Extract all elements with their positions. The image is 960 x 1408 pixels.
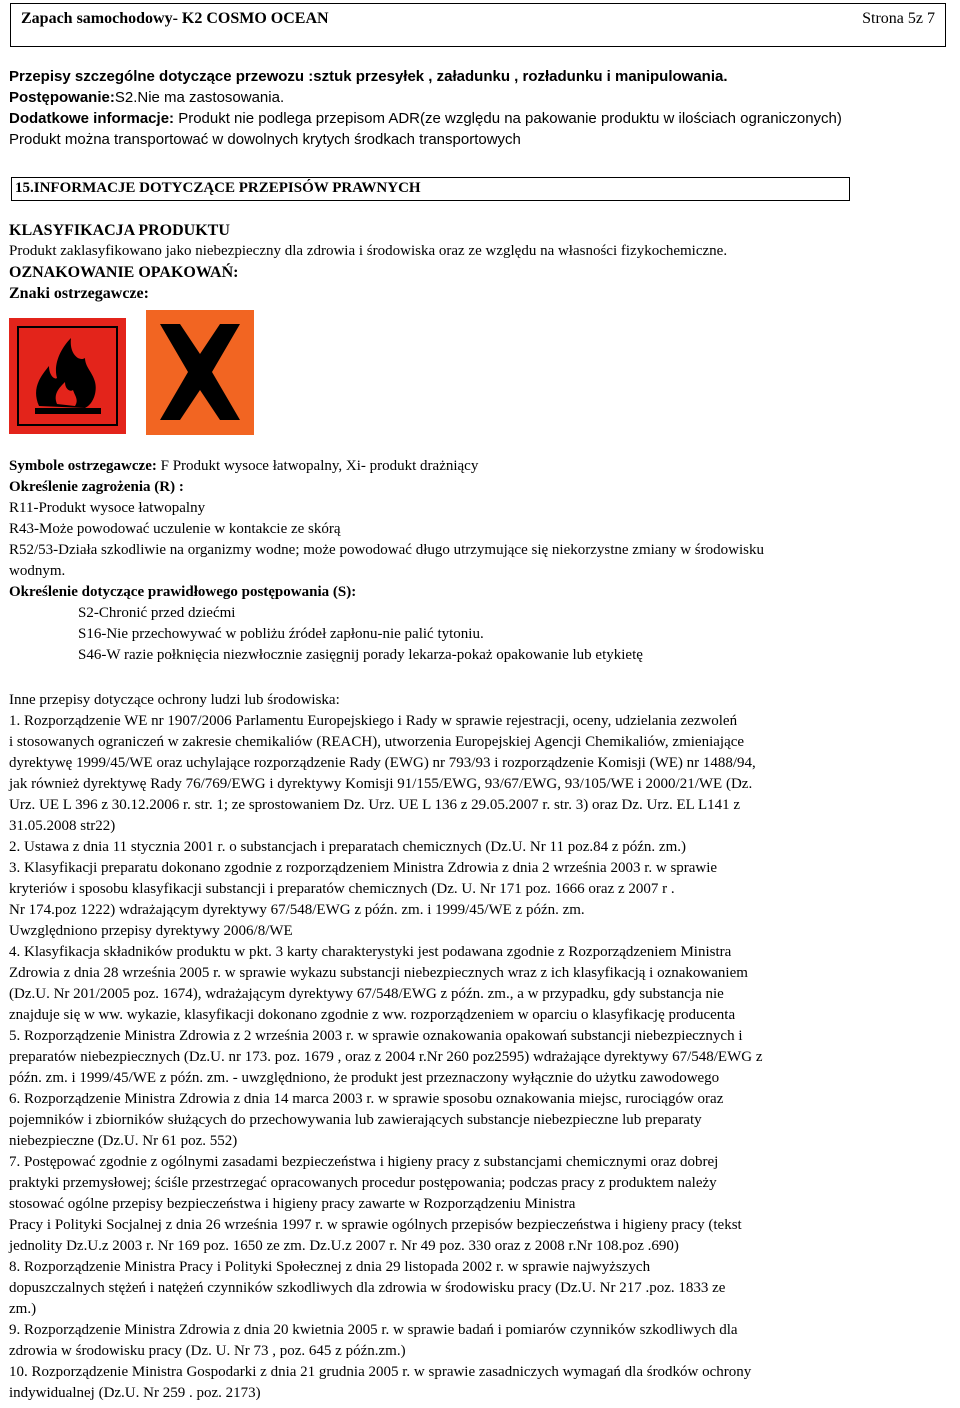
regulation-line: 1. Rozporządzenie WE nr 1907/2006 Parlamentu Europejskiego i Rady w sprawie rejestracji, oceny, udzielania zezwoleń xyxy=(9,713,738,729)
regulation-line: 10. Rozporządzenie Ministra Gospodarki z dnia 21 grudnia 2005 r. w sprawie zasadniczych wymagań dla środków ochrony xyxy=(9,1364,752,1380)
regulation-line: zdrowia w środowisku pracy (Dz. U. Nr 73 , poz. 645 z późn.zm.) xyxy=(9,1343,406,1359)
labelling-heading: OZNAKOWANIE OPAKOWAŃ: xyxy=(9,264,239,281)
regulation-line: dyrektywę 1999/45/WE oraz uchylające rozporządzenie Rady (EWG) nr 793/93 i rozporządzenie Komisji (WE) nr 1488/94, xyxy=(9,755,756,771)
safety-phrases-label: Określenie dotyczące prawidłowego postępowania (S): xyxy=(9,584,357,600)
transport-line: Przepisy szczególne dotyczące przewozu :sztuk przesyłek , załadunku , rozładunku i manipulowania. xyxy=(9,68,728,85)
section-15-heading: 15.INFORMACJE DOTYCZĄCE PRZEPISÓW PRAWNYCH xyxy=(11,177,850,201)
page-number: Strona 5z 7 xyxy=(862,10,935,27)
regulation-line: dopuszczalnych stężeń i natężeń czynników szkodliwych dla zdrowia w środowisku pracy (Dz.U. Nr 217 .poz. 1833 ze xyxy=(9,1280,726,1296)
document-title: Zapach samochodowy- K2 COSMO OCEAN xyxy=(21,10,329,27)
regulation-line: Pracy i Polityki Socjalnej z dnia 26 września 1997 r. w sprawie ogólnych przepisów bezpieczeństwa i higieny pracy (tekst xyxy=(9,1217,742,1233)
regulation-line: Nr 174.poz 1222) wdrażającym dyrektywy 67/548/EWG z późn. zm. i 1999/45/WE z późn. zm. xyxy=(9,902,585,918)
safety-phrase: S16-Nie przechowywać w pobliżu źródeł zapłonu-nie palić tytoniu. xyxy=(78,626,484,642)
risk-phrase: wodnym. xyxy=(9,563,66,579)
regulation-line: 6. Rozporządzenie Ministra Zdrowia z dnia 14 marca 2003 r. w sprawie sposobu oznakowania miejsc, rurociągów oraz xyxy=(9,1091,724,1107)
regulation-line: 7. Postępować zgodnie z ogólnymi zasadami bezpieczeństwa i higieny pracy z substancjami chemicznymi oraz dobrej xyxy=(9,1154,719,1170)
classification-section xyxy=(9,220,946,304)
regulation-line: jak również dyrektywę Rady 76/769/EWG i dyrektywy Komisji 91/155/EWG, 93/67/EWG, 93/105/WE i 2000/21/WE (Dz. xyxy=(9,776,753,792)
other-regulations-list xyxy=(9,711,946,1404)
regulation-line: 9. Rozporządzenie Ministra Zdrowia z dnia 20 kwietnia 2005 r. w sprawie badań i pomiarów czynników szkodliwych dla xyxy=(9,1322,738,1338)
risk-phrase: R43-Może powodować uczulenie w kontakcie ze skórą xyxy=(9,521,341,537)
transport-line: Dodatkowe informacje: Produkt nie podlega przepisom ADR(ze względu na pakowanie produktu w ilościach ograniczonych) xyxy=(9,110,842,127)
transport-line: Postępowanie:S2.Nie ma zastosowania. xyxy=(9,89,285,106)
regulation-line: Uwzględniono przepisy dyrektywy 2006/8/WE xyxy=(9,923,293,939)
regulation-line: zm.) xyxy=(9,1301,37,1317)
symbols-section xyxy=(9,456,946,666)
classification-text: Produkt zaklasyfikowano jako niebezpieczny dla zdrowia i środowiska oraz ze względu na własności fizykochemiczne. xyxy=(9,243,728,259)
regulation-line: kryteriów i sposobu klasyfikacji substancji i preparatów chemicznych (Dz. U. Nr 171 poz. 1666 oraz z 2007 r . xyxy=(9,881,675,897)
regulation-line: niebezpieczne (Dz.U. Nr 61 poz. 552) xyxy=(9,1133,238,1149)
regulation-line: 3. Klasyfikacji preparatu dokonano zgodnie z rozporządzeniem Ministra Zdrowia z dnia 2 września 2003 r. w sprawie xyxy=(9,860,718,876)
regulation-line: 5. Rozporządzenie Ministra Zdrowia z 2 września 2003 r. w sprawie oznakowania opakowań substancji niebezpiecznych i xyxy=(9,1028,743,1044)
regulation-line: i stosowanych ograniczeń w zakresie chemikaliów (REACH), utworzenia Europejskiej Agencji Chemikaliów, zmieniające xyxy=(9,734,745,750)
safety-phrase: S2-Chronić przed dziećmi xyxy=(78,605,236,621)
warning-signs-label: Znaki ostrzegawcze: xyxy=(9,285,149,302)
transport-section xyxy=(9,66,946,150)
risk-phrase: R11-Produkt wysoce łatwopalny xyxy=(9,500,206,516)
risk-phrases-label: Określenie zagrożenia (R) : xyxy=(9,479,184,495)
classification-heading: KLASYFIKACJA PRODUKTU xyxy=(9,222,230,239)
page-header xyxy=(10,3,946,47)
regulation-line: Urz. UE L 396 z 30.12.2006 r. str. 1; ze sprostowaniem Dz. Urz. UE L 136 z 29.05.2007 r. str. 3) oraz Dz. Urz. EL L141 z xyxy=(9,797,741,813)
flame-hazard-icon xyxy=(9,318,126,434)
safety-phrase: S46-W razie połknięcia niezwłocznie zasięgnij porady lekarza-pokaż opakowanie lub etykietę xyxy=(78,647,643,663)
regulation-line: 8. Rozporządzenie Ministra Pracy i Polityki Społecznej z dnia 29 listopada 2002 r. w sprawie najwyższych xyxy=(9,1259,651,1275)
regulation-line: znajduje się w ww. wykazie, klasyfikacji dokonano zgodnie z ww. rozporządzeniem w oparciu o klasyfikację producenta xyxy=(9,1007,736,1023)
other-regulations-heading: Inne przepisy dotyczące ochrony ludzi lub środowiska: xyxy=(9,692,340,708)
regulation-line: preparatów niebezpiecznych (Dz.U. nr 173. poz. 1679 , oraz z 2004 r.Nr 260 poz2595) wdrażające dyrektywy 67/548/EWG z xyxy=(9,1049,763,1065)
symbols-line: Symbole ostrzegawcze: F Produkt wysoce łatwopalny, Xi- produkt drażniący xyxy=(9,458,479,474)
regulation-line: 2. Ustawa z dnia 11 stycznia 2001 r. o substancjach i preparatach chemicznych (Dz.U. Nr 11 poz.84 z późn. zm.) xyxy=(9,839,686,855)
regulation-line: indywidualnej (Dz.U. Nr 259 . poz. 2173) xyxy=(9,1385,261,1401)
regulation-line: stosować ogólne przepisy bezpieczeństwa i higieny pracy zawarte w Rozporządzeniu Ministra xyxy=(9,1196,576,1212)
regulation-line: późn. zm. i 1999/45/WE z późn. zm. - uwzględniono, że produkt jest przeznaczony wyłącznie do użytku zawodowego xyxy=(9,1070,720,1086)
regulation-line: pojemników i zbiorników służących do przechowywania lub zawierających substancje niebezpieczne lub preparaty xyxy=(9,1112,702,1128)
regulation-line: 4. Klasyfikacja składników produktu w pkt. 3 karty charakterystyki jest podawana zgodnie z Rozporządzeniem Ministra xyxy=(9,944,732,960)
x-cross-hazard-icon xyxy=(146,310,254,435)
other-regulations-section xyxy=(9,690,946,1404)
regulation-line: 31.05.2008 str22) xyxy=(9,818,116,834)
regulation-line: (Dz.U. Nr 201/2005 poz. 1674), wdrażającym dyrektywy 67/548/EWG z późn. zm., a w przypadku, gdy substancja nie xyxy=(9,986,724,1002)
regulation-line: jednolity Dz.U.z 2003 r. Nr 169 poz. 1650 ze zm. Dz.U.z 2007 r. Nr 49 poz. 330 oraz z 2008 r.Nr 108.poz .690) xyxy=(9,1238,679,1254)
regulation-line: Zdrowia z dnia 28 września 2005 r. w sprawie wykazu substancji niebezpiecznych wraz z ich klasyfikacją i oznakowaniem xyxy=(9,965,748,981)
regulation-line: praktyki przemysłowej; ściśle przestrzegać opracowanych procedur postępowania; podczas pracy z produktem należy xyxy=(9,1175,717,1191)
risk-phrase: R52/53-Działa szkodliwie na organizmy wodne; może powodować długo utrzymujące się niekorzystne zmiany w środowisku xyxy=(9,542,764,558)
transport-line: Produkt można transportować w dowolnych krytych środkach transportowych xyxy=(9,131,521,148)
